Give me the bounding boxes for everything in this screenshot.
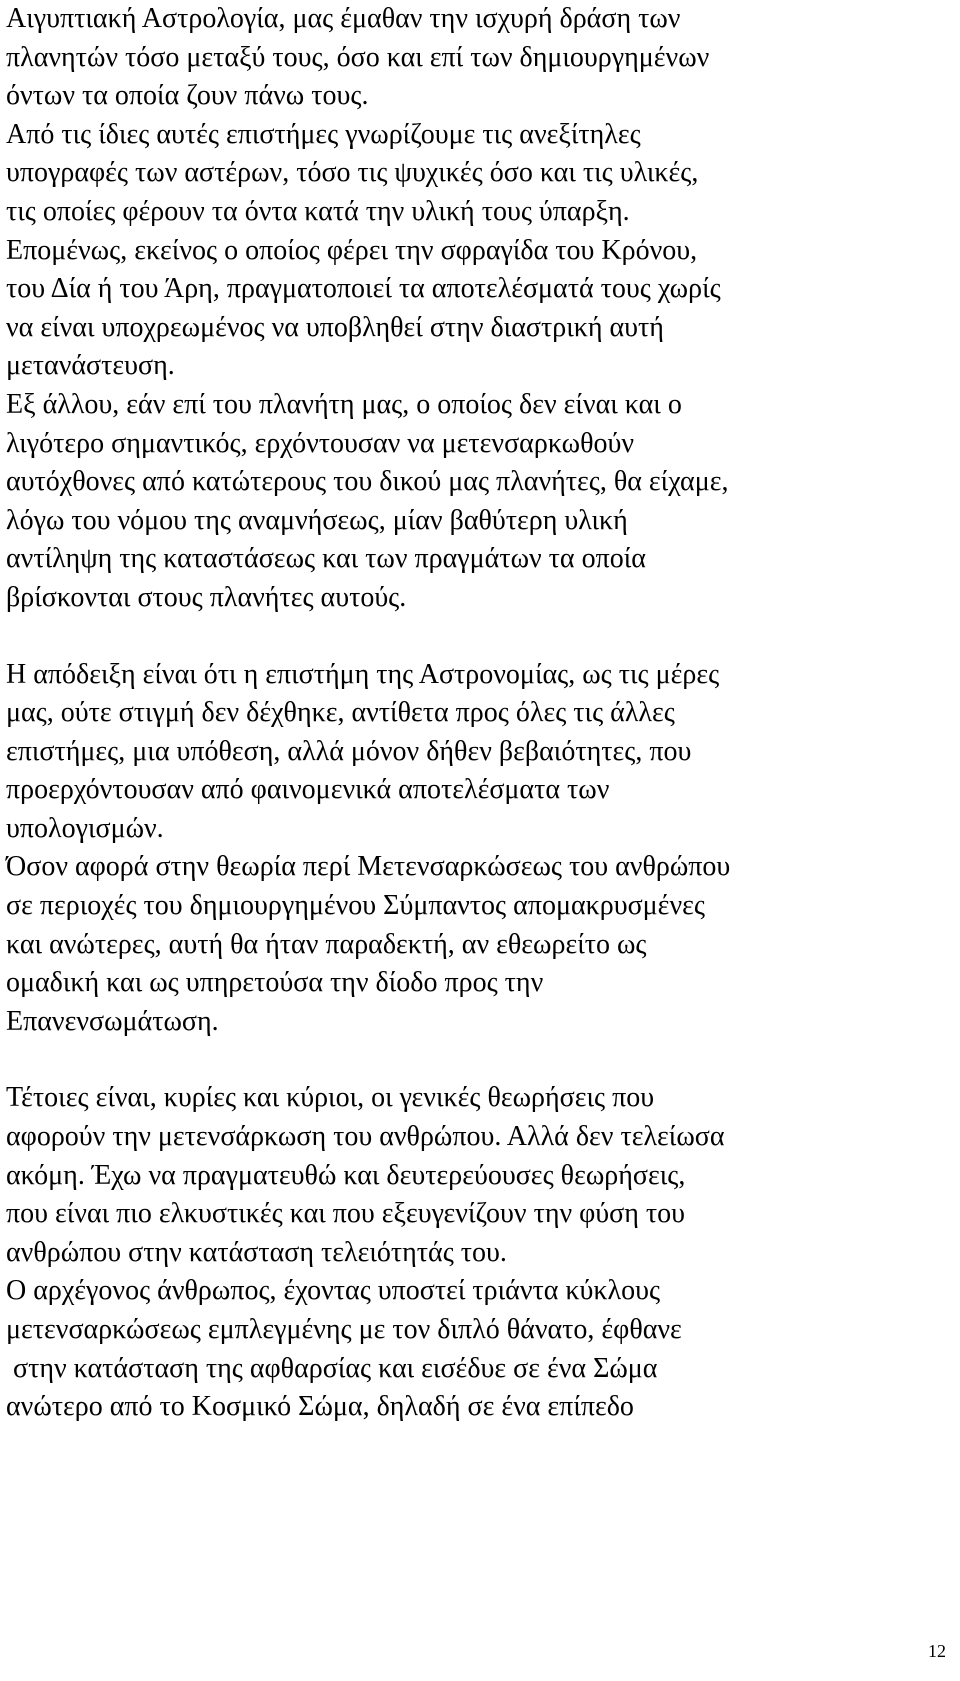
paragraph-spacer [6, 618, 956, 656]
text-line: προερχόντουσαν από φαινομενικά αποτελέσματα των [6, 774, 610, 806]
text-line: Η απόδειξη είναι ότι η επιστήμη της Αστρονομίας, ως τις μέρες [6, 658, 720, 690]
text-line: του Δία ή του Άρη, πραγματοποιεί τα αποτελέσματά τους χωρίς [6, 273, 721, 305]
text-line: υπολογισμών. [6, 812, 164, 844]
text-line: Εξ άλλου, εάν επί του πλανήτη μας, ο οποίος δεν είναι και ο [6, 388, 682, 420]
text-line: λιγότερο σημαντικός, ερχόντουσαν να μετενσαρκωθούν [6, 427, 635, 459]
text-line: που είναι πιο ελκυστικές και που εξευγενίζουν την φύση του [6, 1198, 685, 1230]
text-line: Αιγυπτιακή Αστρολογία, μας έμαθαν την ισχυρή δράση των [6, 3, 681, 34]
text-line: στην κατάσταση της αφθαρσίας και εισέδυε σε ένα Σώμα [6, 1352, 658, 1384]
text-line: μετενσαρκώσεως εμπλεγμένης με τον διπλό θάνατο, έφθανε [6, 1314, 682, 1345]
text-line: υπογραφές των αστέρων, τόσο τις ψυχικές όσο και τις υλικές, [6, 157, 699, 189]
paragraph-2 [6, 656, 956, 1042]
text-line: σε περιοχές του δημιουργημένου Σύμπαντος απομακρυσμένες [6, 890, 705, 922]
text-line: ανθρώπου στην κατάσταση τελειότητάς του. [6, 1236, 507, 1268]
text-line: επιστήμες, μια υπόθεση, αλλά μόνον δήθεν βεβαιότητες, που [6, 735, 692, 767]
text-line: αντίληψη της καταστάσεως και των πραγμάτων τα οποία [6, 543, 646, 575]
text-line: ακόμη. Έχω να πραγματευθώ και δευτερεύουσες θεωρήσεις, [6, 1159, 686, 1191]
text-line: και ανώτερες, αυτή θα ήταν παραδεκτή, αν εθεωρείτο ως [6, 928, 647, 960]
text-line: όντων τα οποία ζουν πάνω τους. [6, 80, 369, 112]
paragraph-spacer [6, 1041, 956, 1079]
text-line: Από τις ίδιες αυτές επιστήμες γνωρίζουμε τις ανεξίτηλες [6, 118, 641, 150]
document-body [6, 0, 956, 1427]
text-line: μας, ούτε στιγμή δεν δέχθηκε, αντίθετα προς όλες τις άλλες [6, 697, 675, 729]
text-line: πλανητών τόσο μεταξύ τους, όσο και επί των δημιουργημένων [6, 41, 710, 73]
paragraph-3 [6, 1079, 956, 1426]
text-line: Επομένως, εκείνος ο οποίος φέρει την σφραγίδα του Κρόνου, [6, 234, 698, 266]
page-number: 12 [928, 1641, 946, 1661]
text-line: Ο αρχέγονος άνθρωπος, έχοντας υποστεί τριάντα κύκλους [6, 1275, 661, 1307]
text-line: μετανάστευση. [6, 350, 175, 382]
text-line: ανώτερο από το Κοσμικό Σώμα, δηλαδή σε ένα επίπεδο [6, 1391, 634, 1423]
paragraph-1 [6, 0, 956, 618]
text-line: να είναι υποχρεωμένος να υποβληθεί στην διαστρική αυτή [6, 311, 664, 343]
text-line: ομαδική και ως υπηρετούσα την δίοδο προς την [6, 967, 544, 999]
text-line: Όσον αφορά στην θεωρία περί Μετενσαρκώσεως του ανθρώπου [6, 851, 731, 883]
text-line: Επανενσωμάτωση. [6, 1005, 219, 1037]
text-line: βρίσκονται στους πλανήτες αυτούς. [6, 581, 407, 613]
text-line: αφορούν την μετενσάρκωση του ανθρώπου. Αλλά δεν τελείωσα [6, 1121, 725, 1153]
text-line: Τέτοιες είναι, κυρίες και κύριοι, οι γενικές θεωρήσεις που [6, 1082, 655, 1114]
text-line: αυτόχθονες από κατώτερους του δικού μας πλανήτες, θα είχαμε, [6, 466, 729, 498]
text-line: τις οποίες φέρουν τα όντα κατά την υλική τους ύπαρξη. [6, 195, 630, 227]
text-line: λόγω του νόμου της αναμνήσεως, μίαν βαθύτερη υλική [6, 504, 628, 536]
